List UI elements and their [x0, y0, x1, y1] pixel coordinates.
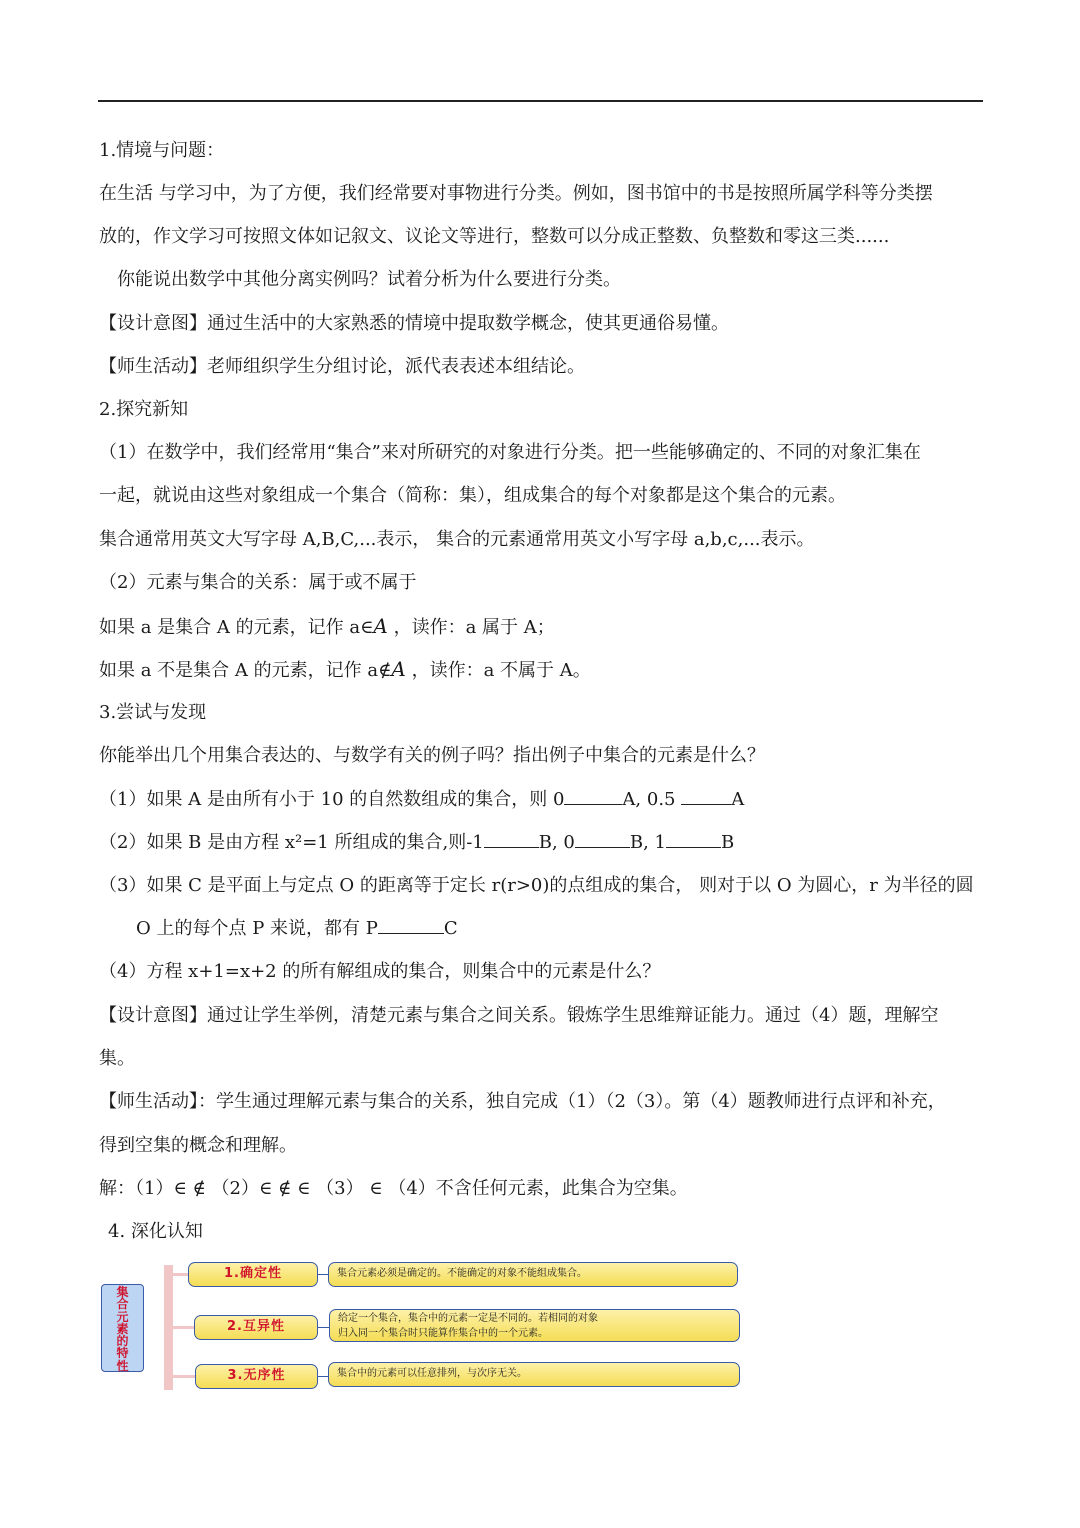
design-intent-3: 【设计意图】通过让学生举例，清楚元素与集合之间关系。锻炼学生思维辩证能力。通过（4）题，理解空	[99, 1005, 939, 1026]
section-3-heading: 3.尝试与发现	[99, 702, 207, 723]
property-desc-2: 给定一个集合，集合中的元素一定是不同的。若相同的对象 归入同一个集合时只能算作集合中的一个元素。	[329, 1309, 740, 1342]
diagram-root-box: 集 合 元 素 的 特 性	[101, 1284, 144, 1372]
exercise-4: （4）方程 x+1=x+2 的所有解组成的集合，则集合中的元素是什么？	[99, 961, 661, 982]
exercise-2: （2）如果 B 是由方程 x²=1 所组成的集合,则-1 B, 0 B, 1 B	[99, 832, 735, 853]
property-label-1: 1.确定性	[188, 1262, 318, 1287]
answer-blank	[378, 917, 444, 934]
design-intent-1: 【设计意图】通过生活中的大家熟悉的情境中提取数学概念，使其更通俗易懂。	[99, 313, 729, 334]
exercise-3: （3）如果 C 是平面上与定点 O 的距离等于定长 r(r>0)的点组成的集合， 则对于以 O 为圆心，r 为半径的圆	[99, 875, 974, 896]
exercise-3-cont: O 上的每个点 P 来说，都有 P C	[136, 918, 458, 939]
diagram-bracket	[164, 1265, 173, 1390]
answer-blank	[484, 831, 539, 848]
not-belongs-line: 如果 a 不是集合 A 的元素，记作 a∉A ，读作：a 不属于 A。	[99, 657, 591, 681]
set-symbol: A	[373, 614, 388, 638]
answer-blank	[681, 788, 731, 805]
property-desc-3: 集合中的元素可以任意排列，与次序无关。	[328, 1362, 740, 1387]
paragraph-line: （1）在数学中，我们经常用“集合”来对所研究的对象进行分类。把一些能够确定的、不同的对象汇集在	[99, 442, 921, 463]
diagram-connector	[173, 1326, 194, 1329]
answer-blank	[666, 831, 721, 848]
section-2-heading: 2.探究新知	[99, 399, 189, 420]
teacher-activity-1: 【师生活动】老师组织学生分组讨论，派代表表述本组结论。	[99, 356, 585, 377]
header-rule	[98, 100, 983, 102]
paragraph-line: 在生活 与学习中，为了方便，我们经常要对事物进行分类。例如，图书馆中的书是按照所属学科等分类摆	[99, 183, 933, 204]
set-symbol: A	[391, 657, 406, 681]
section-4-heading: 4. 深化认知	[108, 1221, 203, 1242]
section-1-heading: 1.情境与问题：	[99, 140, 225, 161]
paragraph-line: 一起，就说由这些对象组成一个集合（简称：集），组成集合的每个对象都是这个集合的元素。	[99, 485, 846, 506]
answer-blank	[564, 788, 622, 805]
paragraph-line: 你能说出数学中其他分离实例吗？试着分析为什么要进行分类。	[117, 269, 621, 290]
belongs-line: 如果 a 是集合 A 的元素，记作 a∈A ，读作：a 属于 A；	[99, 614, 555, 638]
property-label-2: 2.互异性	[194, 1315, 318, 1340]
diagram-connector	[173, 1273, 189, 1276]
paragraph-line: 放的，作文学习可按照文体如记叙文、议论文等进行，整数可以分成正整数、负整数和零这三类......	[99, 226, 890, 247]
paragraph-line: 集。	[99, 1048, 135, 1069]
property-desc-1: 集合元素必须是确定的。不能确定的对象不能组成集合。	[328, 1262, 738, 1287]
paragraph-line: 集合通常用英文大写字母 A,B,C,...表示， 集合的元素通常用英文小写字母 a,b,c,...表示。	[99, 529, 815, 550]
answer-line: 解：（1）∈ ∉ （2）∈ ∉ ∈ （3） ∈ （4）不含任何元素，此集合为空集。	[99, 1178, 688, 1199]
diagram-connector	[173, 1375, 195, 1378]
teacher-activity-3: 【师生活动】：学生通过理解元素与集合的关系，独自完成（1）（2（3）。第（4）题教师进行点评和补充，	[99, 1091, 946, 1112]
paragraph-line: 得到空集的概念和理解。	[99, 1135, 297, 1156]
answer-blank	[575, 831, 630, 848]
exercise-1: （1）如果 A 是由所有小于 10 的自然数组成的集合，则 0 A, 0.5 A	[99, 789, 745, 810]
property-label-3: 3.无序性	[195, 1364, 318, 1389]
paragraph-line: （2）元素与集合的关系：属于或不属于	[99, 572, 417, 593]
diagram-root-char: 性	[116, 1358, 129, 1373]
paragraph-line: 你能举出几个用集合表达的、与数学有关的例子吗？指出例子中集合的元素是什么？	[99, 745, 765, 766]
